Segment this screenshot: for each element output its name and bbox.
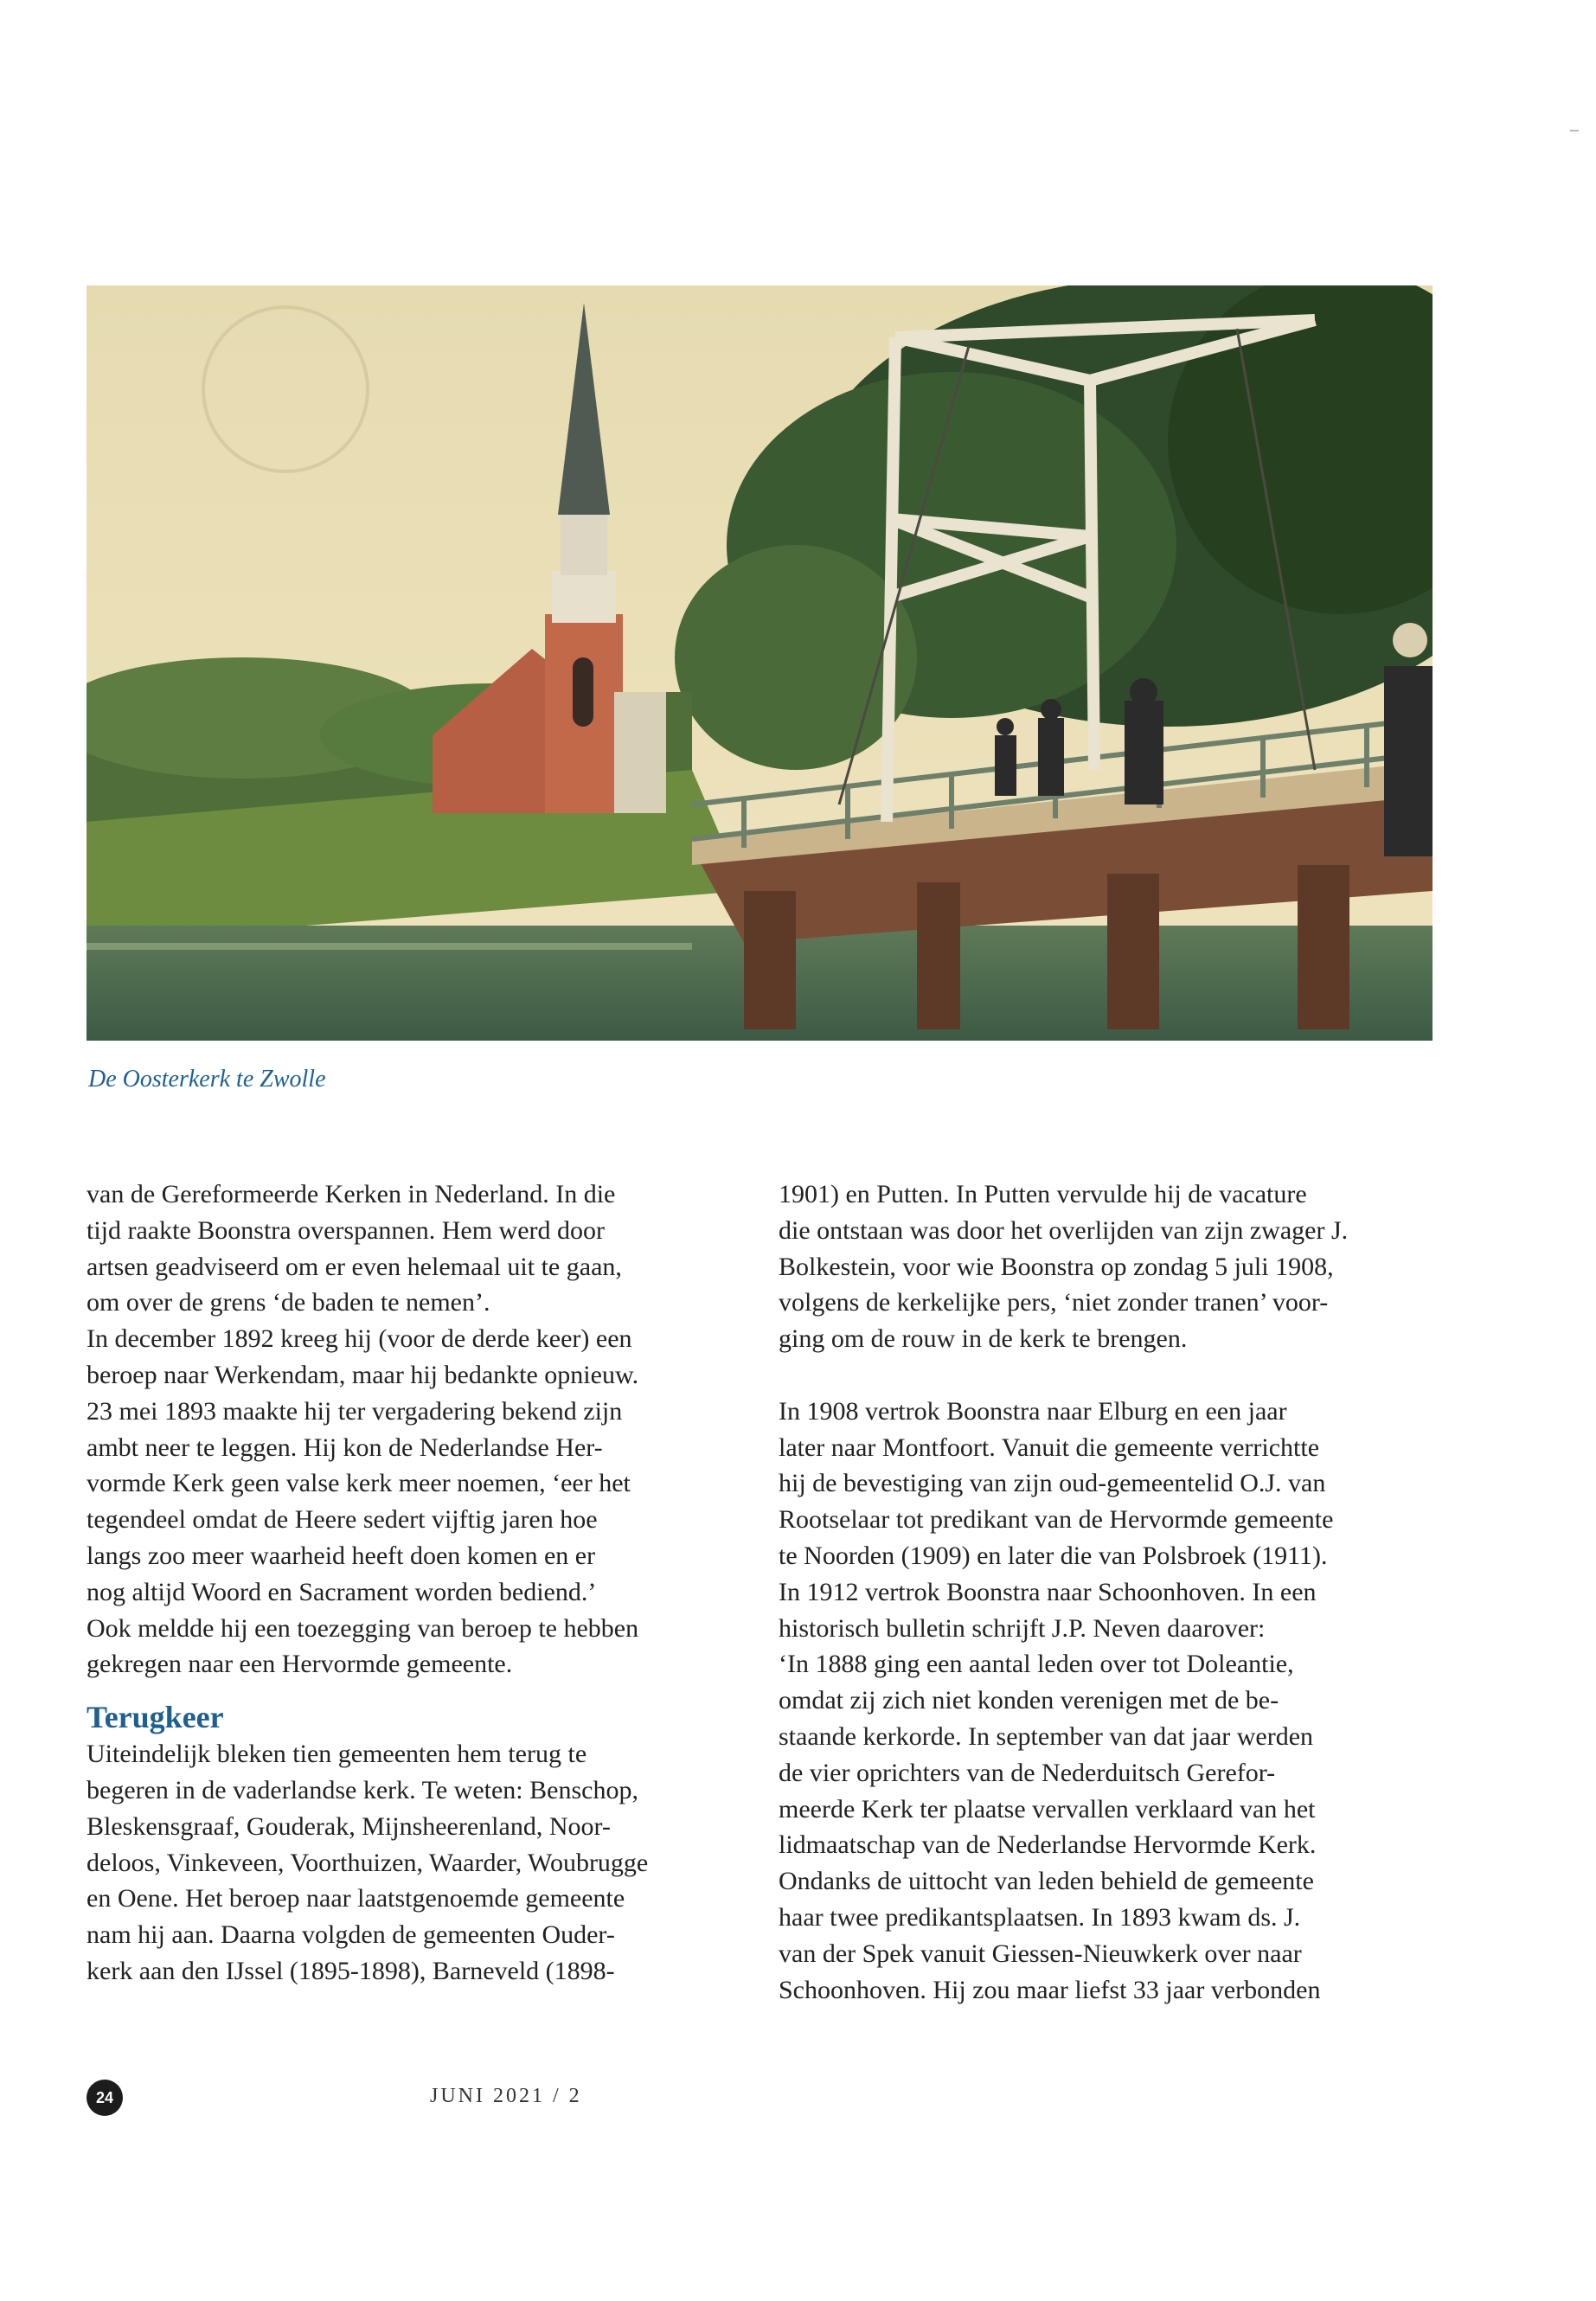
text-column-right — [779, 1176, 1445, 2008]
paragraph-line: In 1908 vertrok Boonstra naar Elburg en een jaar — [779, 1396, 1287, 1426]
paragraph-line: 23 mei 1893 maakte hij ter vergadering bekend zijn — [87, 1396, 623, 1426]
paragraph-line: om over de grens ‘de baden te nemen’. — [87, 1288, 490, 1317]
postcard-illustration — [87, 285, 1433, 1041]
paragraph-line: Rootselaar tot predikant van de Hervormde gemeente — [779, 1505, 1334, 1535]
paragraph-line: begeren in de vaderlandse kerk. Te weten: Benschop, — [87, 1775, 638, 1804]
paragraph-line: en Oene. Het beroep naar laatstgenoemde gemeente — [87, 1884, 625, 1913]
corner-mark — [1570, 130, 1579, 131]
paragraph-line: langs zoo meer waarheid heeft doen komen en er — [87, 1541, 596, 1570]
paragraph-line: nog altijd Woord en Sacrament worden bediend.’ — [87, 1577, 597, 1606]
paragraph-line: deloos, Vinkeveen, Voorthuizen, Waarder, Woubrugge — [87, 1848, 649, 1877]
paragraph-line: gekregen naar een Hervormde gemeente. — [87, 1650, 513, 1679]
paragraph-line: Uiteindelijk bleken tien gemeenten hem terug te — [87, 1740, 587, 1769]
paragraph-line: hij de bevestiging van zijn oud-gemeentelid O.J. van — [779, 1469, 1326, 1498]
text-column-left — [87, 1176, 744, 1990]
paragraph-line: ambt neer te leggen. Hij kon de Nederlandse Her- — [87, 1433, 603, 1462]
paragraph-line: tegendeel omdat de Heere sedert vijftig jaren hoe — [87, 1505, 598, 1535]
section-heading: Terugkeer — [87, 1700, 224, 1735]
paragraph-line: van der Spek vanuit Giessen-Nieuwkerk over naar — [779, 1939, 1302, 1968]
paragraph-line: van de Gereformeerde Kerken in Nederland. In die — [87, 1180, 616, 1208]
page-number: 24 — [87, 2080, 123, 2116]
paragraph-line: Ondanks de uittocht van leden behield de gemeente — [779, 1867, 1314, 1896]
paragraph-line: In 1912 vertrok Boonstra naar Schoonhoven. In een — [779, 1577, 1317, 1606]
paragraph-line: ging om de rouw in de kerk te brengen. — [779, 1324, 1188, 1354]
paragraph-line: haar twee predikantsplaatsen. In 1893 kwam ds. J. — [779, 1902, 1301, 1932]
paragraph-line: vormde Kerk geen valse kerk meer noemen, ‘eer het — [87, 1469, 631, 1498]
paragraph-line: omdat zij zich niet konden verenigen met de be- — [779, 1686, 1279, 1715]
paragraph-line: volgens de kerkelijke pers, ‘niet zonder tranen’ voor- — [779, 1288, 1329, 1317]
paragraph-line: artsen geadviseerd om er even helemaal uit te gaan, — [87, 1252, 622, 1281]
paragraph-line: later naar Montfoort. Vanuit die gemeente verrichtte — [779, 1433, 1320, 1462]
paragraph-line: meerde Kerk ter plaatse vervallen verklaard van het — [779, 1794, 1316, 1823]
paragraph-line: staande kerkorde. In september van dat jaar werden — [779, 1721, 1314, 1751]
paragraph-line: lidmaatschap van de Nederlandse Hervormde Kerk. — [779, 1830, 1317, 1860]
issue-label: JUNI 2021 / 2 — [430, 2085, 582, 2107]
paragraph-line: historisch bulletin schrijft J.P. Neven daarover: — [779, 1613, 1266, 1643]
paragraph-line: In december 1892 kreeg hij (voor de derde keer) een — [87, 1324, 632, 1354]
paragraph-line: die ontstaan was door het overlijden van zijn zwager J. — [779, 1215, 1349, 1245]
paragraph-line: Bolkestein, voor wie Boonstra op zondag 5 juli 1908, — [779, 1252, 1334, 1281]
paragraph-line: te Noorden (1909) en later die van Polsbroek (1911). — [779, 1541, 1328, 1570]
paragraph-line: Ook meldde hij een toezegging van beroep te hebben — [87, 1613, 639, 1643]
postcard-photo — [87, 285, 1433, 1041]
figure-caption: De Oosterkerk te Zwolle — [88, 1066, 326, 1093]
paragraph-line: Bleskensgraaf, Gouderak, Mijnsheerenland, Noor- — [87, 1811, 611, 1841]
paragraph-line: kerk aan den IJssel (1895-1898), Barneveld (1898- — [87, 1956, 615, 1985]
paragraph-line: Schoonhoven. Hij zou maar liefst 33 jaar verbonden — [779, 1975, 1321, 2004]
paragraph-line: ‘In 1888 ging een aantal leden over tot Doleantie, — [779, 1650, 1294, 1679]
paragraph-line: beroep naar Werkendam, maar hij bedankte opnieuw. — [87, 1360, 639, 1389]
paragraph-line: nam hij aan. Daarna volgden de gemeenten Ouder- — [87, 1920, 615, 1950]
paragraph-line: tijd raakte Boonstra overspannen. Hem werd door — [87, 1215, 605, 1245]
paragraph-line: de vier oprichters van de Nederduitsch Gerefor- — [779, 1758, 1276, 1787]
paragraph-line: 1901) en Putten. In Putten vervulde hij de vacature — [779, 1180, 1307, 1208]
paragraph-gap — [779, 1357, 1445, 1394]
